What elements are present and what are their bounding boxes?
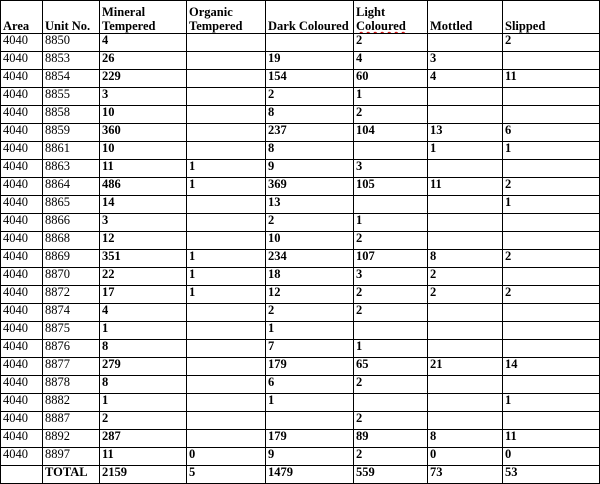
cell-light-coloured: 4 — [354, 52, 428, 70]
cell-mottled: 8 — [428, 430, 503, 448]
cell-dark-coloured: 9 — [266, 160, 354, 178]
cell-unit-no: 8868 — [43, 232, 100, 250]
cell-mottled — [428, 322, 503, 340]
cell-light-coloured — [354, 196, 428, 214]
table-row — [1, 304, 600, 322]
cell-light-coloured: 1 — [354, 340, 428, 358]
cell-light-coloured: 65 — [354, 358, 428, 376]
cell-mottled — [428, 412, 503, 430]
cell-light-coloured: 3 — [354, 268, 428, 286]
cell-dark-coloured: 19 — [266, 52, 354, 70]
cell-slipped: 11 — [503, 430, 600, 448]
cell-dark-coloured: 8 — [266, 106, 354, 124]
table-row — [1, 70, 600, 88]
cell-slipped — [503, 88, 600, 106]
cell-slipped — [503, 322, 600, 340]
cell-dark-coloured: 8 — [266, 142, 354, 160]
cell-organic-tempered — [187, 34, 266, 52]
cell-dark-coloured: 7 — [266, 340, 354, 358]
cell-organic-tempered — [187, 430, 266, 448]
cell-light-coloured: 2 — [354, 448, 428, 466]
cell-mottled: 73 — [428, 466, 503, 484]
cell-area: 4040 — [1, 88, 43, 106]
cell-organic-tempered — [187, 412, 266, 430]
cell-unit-no: 8892 — [43, 430, 100, 448]
cell-mineral-tempered: 3 — [100, 214, 187, 232]
cell-light-coloured: 2 — [354, 412, 428, 430]
cell-slipped: 1 — [503, 142, 600, 160]
column-header-mottled: Mottled — [428, 1, 503, 34]
cell-mineral-tempered: 11 — [100, 160, 187, 178]
cell-slipped — [503, 412, 600, 430]
column-header-organic-tempered: Organic Tempered — [187, 1, 266, 34]
cell-mottled — [428, 106, 503, 124]
cell-mineral-tempered: 8 — [100, 340, 187, 358]
cell-dark-coloured: 12 — [266, 286, 354, 304]
table-row — [1, 358, 600, 376]
table-row — [1, 232, 600, 250]
cell-light-coloured — [354, 322, 428, 340]
cell-light-coloured: 60 — [354, 70, 428, 88]
cell-light-coloured: 1 — [354, 88, 428, 106]
cell-unit-no: 8872 — [43, 286, 100, 304]
cell-mottled — [428, 376, 503, 394]
cell-mineral-tempered: 2159 — [100, 466, 187, 484]
cell-dark-coloured: 179 — [266, 430, 354, 448]
cell-organic-tempered: 0 — [187, 448, 266, 466]
cell-mineral-tempered: 1 — [100, 394, 187, 412]
cell-slipped — [503, 340, 600, 358]
cell-slipped — [503, 52, 600, 70]
cell-organic-tempered: 1 — [187, 268, 266, 286]
cell-dark-coloured: 2 — [266, 214, 354, 232]
cell-light-coloured: 2 — [354, 376, 428, 394]
cell-slipped — [503, 160, 600, 178]
column-header-light-coloured: Light Coloured — [354, 1, 428, 34]
cell-slipped: 0 — [503, 448, 600, 466]
cell-light-coloured: 107 — [354, 250, 428, 268]
cell-mottled: 2 — [428, 268, 503, 286]
cell-organic-tempered: 1 — [187, 286, 266, 304]
cell-dark-coloured: 237 — [266, 124, 354, 142]
cell-unit-no: 8882 — [43, 394, 100, 412]
cell-unit-no: 8874 — [43, 304, 100, 322]
cell-area: 4040 — [1, 322, 43, 340]
cell-area: 4040 — [1, 430, 43, 448]
cell-slipped: 11 — [503, 70, 600, 88]
cell-area: 4040 — [1, 394, 43, 412]
cell-mineral-tempered: 14 — [100, 196, 187, 214]
cell-slipped: 2 — [503, 34, 600, 52]
cell-area: 4040 — [1, 340, 43, 358]
cell-slipped: 6 — [503, 124, 600, 142]
column-header-slipped: Slipped — [503, 1, 600, 34]
cell-mineral-tempered: 26 — [100, 52, 187, 70]
cell-mineral-tempered: 17 — [100, 286, 187, 304]
cell-slipped: 2 — [503, 178, 600, 196]
cell-unit-no: 8859 — [43, 124, 100, 142]
cell-organic-tempered — [187, 394, 266, 412]
cell-unit-no: 8876 — [43, 340, 100, 358]
cell-unit-no: 8870 — [43, 268, 100, 286]
cell-area: 4040 — [1, 376, 43, 394]
cell-slipped — [503, 376, 600, 394]
cell-dark-coloured — [266, 34, 354, 52]
cell-unit-no: 8866 — [43, 214, 100, 232]
cell-mineral-tempered: 8 — [100, 376, 187, 394]
cell-organic-tempered — [187, 322, 266, 340]
cell-unit-no: 8869 — [43, 250, 100, 268]
cell-slipped — [503, 304, 600, 322]
column-header-dark-coloured: Dark Coloured — [266, 1, 354, 34]
column-header-area: Area — [1, 1, 43, 34]
cell-dark-coloured: 13 — [266, 196, 354, 214]
table-row — [1, 160, 600, 178]
table-row — [1, 52, 600, 70]
cell-mottled: 1 — [428, 142, 503, 160]
table-row — [1, 106, 600, 124]
spellcheck-underline: Coloured — [356, 19, 406, 33]
cell-unit-no: 8877 — [43, 358, 100, 376]
cell-organic-tempered — [187, 52, 266, 70]
cell-unit-no: 8853 — [43, 52, 100, 70]
total-row — [1, 466, 600, 484]
cell-mottled: 8 — [428, 250, 503, 268]
cell-mottled — [428, 394, 503, 412]
cell-area: 4040 — [1, 412, 43, 430]
cell-slipped: 14 — [503, 358, 600, 376]
cell-light-coloured: 559 — [354, 466, 428, 484]
cell-area: 4040 — [1, 448, 43, 466]
cell-area: 4040 — [1, 106, 43, 124]
cell-slipped — [503, 268, 600, 286]
cell-mineral-tempered: 12 — [100, 232, 187, 250]
cell-mineral-tempered: 486 — [100, 178, 187, 196]
cell-area — [1, 466, 43, 484]
table-row — [1, 412, 600, 430]
cell-unit-no: TOTAL — [43, 466, 100, 484]
column-header-mineral-tempered: Mineral Tempered — [100, 1, 187, 34]
cell-mineral-tempered: 287 — [100, 430, 187, 448]
cell-area: 4040 — [1, 160, 43, 178]
cell-mineral-tempered: 351 — [100, 250, 187, 268]
cell-mottled — [428, 214, 503, 232]
cell-mottled: 13 — [428, 124, 503, 142]
cell-light-coloured: 2 — [354, 304, 428, 322]
cell-mineral-tempered: 3 — [100, 88, 187, 106]
cell-light-coloured: 1 — [354, 214, 428, 232]
table-row — [1, 394, 600, 412]
table-row — [1, 124, 600, 142]
cell-area: 4040 — [1, 286, 43, 304]
cell-mineral-tempered: 4 — [100, 304, 187, 322]
cell-mineral-tempered: 10 — [100, 142, 187, 160]
table-row — [1, 322, 600, 340]
cell-mottled: 2 — [428, 286, 503, 304]
table-row — [1, 340, 600, 358]
cell-area: 4040 — [1, 268, 43, 286]
cell-organic-tempered — [187, 196, 266, 214]
cell-mottled — [428, 160, 503, 178]
cell-dark-coloured: 1 — [266, 322, 354, 340]
cell-mottled: 11 — [428, 178, 503, 196]
cell-light-coloured: 2 — [354, 286, 428, 304]
cell-area: 4040 — [1, 232, 43, 250]
cell-dark-coloured: 154 — [266, 70, 354, 88]
cell-unit-no: 8875 — [43, 322, 100, 340]
cell-unit-no: 8878 — [43, 376, 100, 394]
cell-mottled: 0 — [428, 448, 503, 466]
cell-mineral-tempered: 2 — [100, 412, 187, 430]
column-header-unit-no: Unit No. — [43, 1, 100, 34]
header-row — [1, 1, 600, 34]
cell-dark-coloured: 2 — [266, 304, 354, 322]
cell-mottled — [428, 196, 503, 214]
cell-area: 4040 — [1, 196, 43, 214]
cell-dark-coloured: 2 — [266, 88, 354, 106]
table-row — [1, 448, 600, 466]
cell-dark-coloured: 1479 — [266, 466, 354, 484]
cell-slipped: 1 — [503, 196, 600, 214]
cell-mineral-tempered: 4 — [100, 34, 187, 52]
cell-mottled: 3 — [428, 52, 503, 70]
cell-unit-no: 8850 — [43, 34, 100, 52]
cell-dark-coloured: 18 — [266, 268, 354, 286]
cell-organic-tempered — [187, 88, 266, 106]
cell-organic-tempered — [187, 340, 266, 358]
cell-unit-no: 8858 — [43, 106, 100, 124]
table-row — [1, 286, 600, 304]
cell-dark-coloured: 179 — [266, 358, 354, 376]
cell-dark-coloured: 9 — [266, 448, 354, 466]
table-body — [1, 34, 600, 484]
cell-area: 4040 — [1, 52, 43, 70]
cell-area: 4040 — [1, 178, 43, 196]
cell-organic-tempered — [187, 124, 266, 142]
table-row — [1, 34, 600, 52]
cell-mineral-tempered: 22 — [100, 268, 187, 286]
cell-mineral-tempered: 10 — [100, 106, 187, 124]
cell-organic-tempered — [187, 70, 266, 88]
cell-slipped — [503, 232, 600, 250]
cell-unit-no: 8863 — [43, 160, 100, 178]
cell-organic-tempered: 5 — [187, 466, 266, 484]
cell-organic-tempered — [187, 106, 266, 124]
cell-light-coloured: 3 — [354, 160, 428, 178]
cell-mottled — [428, 304, 503, 322]
cell-unit-no: 8854 — [43, 70, 100, 88]
cell-mineral-tempered: 279 — [100, 358, 187, 376]
cell-slipped: 2 — [503, 286, 600, 304]
cell-unit-no: 8865 — [43, 196, 100, 214]
cell-slipped — [503, 214, 600, 232]
cell-area: 4040 — [1, 34, 43, 52]
cell-organic-tempered — [187, 232, 266, 250]
cell-light-coloured: 89 — [354, 430, 428, 448]
cell-dark-coloured: 234 — [266, 250, 354, 268]
cell-organic-tempered — [187, 142, 266, 160]
cell-light-coloured: 105 — [354, 178, 428, 196]
cell-unit-no: 8861 — [43, 142, 100, 160]
cell-light-coloured: 2 — [354, 106, 428, 124]
cell-area: 4040 — [1, 250, 43, 268]
cell-mineral-tempered: 229 — [100, 70, 187, 88]
cell-dark-coloured: 1 — [266, 394, 354, 412]
cell-mineral-tempered: 1 — [100, 322, 187, 340]
cell-light-coloured: 2 — [354, 34, 428, 52]
table-row — [1, 430, 600, 448]
cell-organic-tempered: 1 — [187, 250, 266, 268]
cell-dark-coloured — [266, 412, 354, 430]
cell-area: 4040 — [1, 304, 43, 322]
cell-unit-no: 8864 — [43, 178, 100, 196]
table-row — [1, 178, 600, 196]
cell-mineral-tempered: 360 — [100, 124, 187, 142]
cell-area: 4040 — [1, 214, 43, 232]
cell-slipped — [503, 106, 600, 124]
cell-dark-coloured: 6 — [266, 376, 354, 394]
cell-area: 4040 — [1, 124, 43, 142]
cell-area: 4040 — [1, 142, 43, 160]
cell-light-coloured: 2 — [354, 232, 428, 250]
cell-light-coloured — [354, 394, 428, 412]
cell-slipped: 1 — [503, 394, 600, 412]
cell-light-coloured — [354, 142, 428, 160]
cell-organic-tempered — [187, 304, 266, 322]
cell-organic-tempered — [187, 214, 266, 232]
table-row — [1, 268, 600, 286]
cell-mineral-tempered: 11 — [100, 448, 187, 466]
cell-mottled: 4 — [428, 70, 503, 88]
table-row — [1, 142, 600, 160]
cell-dark-coloured: 369 — [266, 178, 354, 196]
cell-organic-tempered: 1 — [187, 160, 266, 178]
cell-slipped: 53 — [503, 466, 600, 484]
cell-mottled — [428, 88, 503, 106]
table-row — [1, 88, 600, 106]
table-row — [1, 214, 600, 232]
cell-organic-tempered — [187, 358, 266, 376]
cell-mottled — [428, 232, 503, 250]
cell-slipped: 2 — [503, 250, 600, 268]
cell-unit-no: 8855 — [43, 88, 100, 106]
cell-unit-no: 8887 — [43, 412, 100, 430]
cell-mottled — [428, 340, 503, 358]
cell-area: 4040 — [1, 70, 43, 88]
cell-unit-no: 8897 — [43, 448, 100, 466]
table-row — [1, 376, 600, 394]
cell-area: 4040 — [1, 358, 43, 376]
cell-organic-tempered: 1 — [187, 178, 266, 196]
cell-organic-tempered — [187, 376, 266, 394]
cell-light-coloured: 104 — [354, 124, 428, 142]
cell-mottled — [428, 34, 503, 52]
table-row — [1, 196, 600, 214]
cell-mottled: 21 — [428, 358, 503, 376]
table-row — [1, 250, 600, 268]
cell-dark-coloured: 10 — [266, 232, 354, 250]
